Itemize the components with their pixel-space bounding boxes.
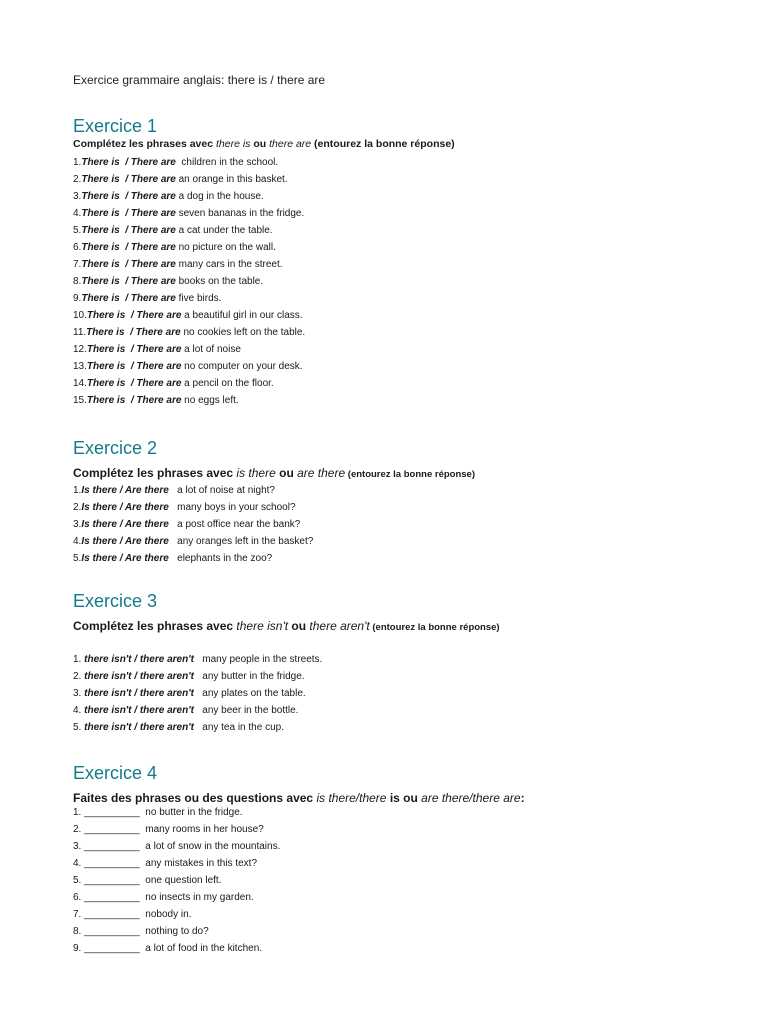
item-sentence: any beer in the bottle. (193, 705, 299, 716)
answer-options: There is / There are (81, 191, 176, 202)
list-item (73, 188, 753, 205)
item-number: 4. (73, 536, 82, 547)
item-number: 1. (73, 807, 82, 818)
item-sentence: no insects in my garden. (142, 892, 254, 903)
list-item (73, 940, 753, 957)
instr-option-b: there are (269, 138, 312, 150)
exercise-1-section (73, 116, 753, 409)
list-item (73, 516, 753, 533)
list-item (73, 324, 753, 341)
item-sentence: any oranges left in the basket? (168, 536, 314, 547)
item-number: 4. (73, 858, 82, 869)
answer-options: There is / There are (81, 174, 176, 185)
exercise-3-list (73, 651, 753, 736)
item-number: 8. (73, 276, 82, 287)
answer-blank: __________ (81, 926, 143, 937)
item-sentence: a cat under the table. (175, 225, 273, 236)
item-number: 3. (73, 519, 82, 530)
list-item (73, 358, 753, 375)
item-sentence: an orange in this basket. (175, 174, 288, 185)
item-sentence: a post office near the bank? (168, 519, 301, 530)
list-item (73, 872, 753, 889)
answer-blank: __________ (81, 909, 143, 920)
list-item (73, 906, 753, 923)
item-sentence: a lot of snow in the mountains. (142, 841, 281, 852)
answer-options: There is / There are (86, 395, 182, 406)
instr-text: Faites des phrases ou des questions avec (73, 791, 317, 805)
instr-option-a: there isn't (236, 619, 289, 633)
exercise-1-instructions (73, 137, 753, 151)
list-item (73, 222, 753, 239)
item-number: 4. (73, 208, 82, 219)
item-number: 6. (73, 242, 82, 253)
list-item (73, 499, 753, 516)
answer-options: Is there / Are there (81, 553, 169, 564)
exercise-3-section (73, 591, 753, 736)
item-number: 2. (73, 174, 82, 185)
list-item (73, 651, 753, 668)
item-number: 12. (73, 344, 87, 355)
item-number: 1. (73, 485, 82, 496)
item-sentence: children in the school. (175, 157, 279, 168)
item-sentence: many cars in the street. (175, 259, 283, 270)
exercise-4-instructions (73, 791, 753, 805)
list-item (73, 482, 753, 499)
item-sentence: any plates on the table. (193, 688, 306, 699)
answer-options: There is / There are (81, 276, 176, 287)
answer-options: Is there / Are there (81, 502, 169, 513)
list-item (73, 273, 753, 290)
list-item (73, 804, 753, 821)
item-sentence: a lot of noise at night? (168, 485, 275, 496)
item-sentence: a pencil on the floor. (181, 378, 274, 389)
item-sentence: a dog in the house. (175, 191, 264, 202)
item-number: 14. (73, 378, 87, 389)
answer-options: there isn't / there aren't (84, 671, 194, 682)
exercise-3-instructions (73, 619, 753, 635)
item-sentence: any mistakes in this text? (142, 858, 258, 869)
exercise-2-instructions (73, 466, 753, 482)
item-sentence: nobody in. (142, 909, 192, 920)
instr-option-a: is there/there (316, 791, 387, 805)
item-number: 9. (73, 293, 82, 304)
item-sentence: no computer on your desk. (181, 361, 303, 372)
item-sentence: nothing to do? (142, 926, 209, 937)
exercise-2-list (73, 482, 753, 567)
answer-options: There is / There are (86, 327, 181, 338)
answer-blank: __________ (81, 892, 143, 903)
instr-text: Complétez les phrases avec (73, 466, 237, 480)
item-number: 5. (73, 225, 82, 236)
answer-options: Is there / Are there (81, 519, 169, 530)
item-number: 8. (73, 926, 82, 937)
instr-option-b: are there/there are (421, 791, 521, 805)
instr-option-b: there aren't (309, 619, 370, 633)
item-sentence: books on the table. (175, 276, 264, 287)
exercise-2-section (73, 438, 753, 567)
item-sentence: one question left. (142, 875, 222, 886)
list-item (73, 702, 753, 719)
item-number: 5. (73, 722, 85, 733)
answer-options: there isn't / there aren't (84, 705, 194, 716)
list-item (73, 154, 753, 171)
exercise-4-section (73, 763, 753, 957)
answer-options: There is / There are (81, 157, 176, 168)
list-item (73, 889, 753, 906)
item-number: 7. (73, 909, 82, 920)
item-number: 1. (73, 157, 82, 168)
instr-text: ou (250, 138, 270, 150)
list-item (73, 307, 753, 324)
instr-option-b: are there (297, 466, 346, 480)
item-sentence: any butter in the fridge. (193, 671, 305, 682)
answer-options: There is / There are (81, 242, 176, 253)
list-item (73, 668, 753, 685)
instr-text: is ou (386, 791, 422, 805)
answer-blank: __________ (81, 841, 143, 852)
item-number: 7. (73, 259, 82, 270)
exercise-4-list (73, 804, 753, 957)
item-number: 2. (73, 502, 82, 513)
exercise-2-title: Exercice 2 (73, 438, 158, 458)
instr-text: (entourez la bonne réponse) (369, 622, 500, 633)
list-item (73, 838, 753, 855)
instr-text: (entourez la bonne réponse) (311, 138, 455, 150)
instr-text: ou (288, 619, 310, 633)
list-item (73, 171, 753, 188)
list-item (73, 855, 753, 872)
instr-option-a: is there (236, 466, 276, 480)
answer-blank: __________ (81, 943, 143, 954)
answer-options: there isn't / there aren't (84, 722, 194, 733)
item-sentence: many boys in your school? (168, 502, 296, 513)
item-sentence: a lot of noise (181, 344, 241, 355)
answer-options: There is / There are (86, 310, 182, 321)
answer-options: Is there / Are there (81, 485, 169, 496)
answer-options: There is / There are (86, 344, 182, 355)
instr-text: : (520, 791, 525, 805)
list-item (73, 533, 753, 550)
item-sentence: seven bananas in the fridge. (175, 208, 305, 219)
answer-options: There is / There are (86, 361, 182, 372)
answer-options: there isn't / there aren't (84, 654, 194, 665)
list-item (73, 923, 753, 940)
exercise-3-title: Exercice 3 (73, 591, 158, 611)
item-number: 4. (73, 705, 85, 716)
item-number: 3. (73, 191, 82, 202)
list-item (73, 205, 753, 222)
item-sentence: any tea in the cup. (193, 722, 284, 733)
item-sentence: no picture on the wall. (175, 242, 276, 253)
answer-blank: __________ (81, 875, 143, 886)
item-number: 15. (73, 395, 87, 406)
exercise-1-list (73, 154, 753, 409)
list-item (73, 239, 753, 256)
answer-options: There is / There are (81, 208, 176, 219)
item-number: 2. (73, 824, 82, 835)
item-number: 9. (73, 943, 82, 954)
answer-blank: __________ (81, 858, 143, 869)
answer-options: There is / There are (86, 378, 182, 389)
item-number: 13. (73, 361, 87, 372)
item-number: 3. (73, 841, 82, 852)
item-sentence: a beautiful girl in our class. (181, 310, 303, 321)
exercise-1-title: Exercice 1 (73, 116, 158, 136)
answer-options: there isn't / there aren't (84, 688, 194, 699)
item-number: 5. (73, 553, 82, 564)
exercise-4-title: Exercice 4 (73, 763, 158, 783)
list-item (73, 821, 753, 838)
item-sentence: a lot of food in the kitchen. (142, 943, 263, 954)
item-number: 6. (73, 892, 82, 903)
item-number: 3. (73, 688, 85, 699)
list-item (73, 375, 753, 392)
instr-text: Complétez les phrases avec (73, 138, 216, 150)
answer-blank: __________ (81, 807, 143, 818)
page-title: Exercice grammaire anglais: there is / there are (73, 73, 326, 87)
instr-text: ou (275, 466, 298, 480)
answer-blank: __________ (81, 824, 143, 835)
item-sentence: many people in the streets. (193, 654, 323, 665)
item-number: 2. (73, 671, 85, 682)
list-item (73, 685, 753, 702)
item-sentence: five birds. (175, 293, 222, 304)
list-item (73, 550, 753, 567)
list-item (73, 290, 753, 307)
list-item (73, 392, 753, 409)
answer-options: There is / There are (81, 225, 176, 236)
instr-text: Complétez les phrases avec (73, 619, 237, 633)
instr-option-a: there is (216, 138, 251, 150)
item-number: 1. (73, 654, 85, 665)
answer-options: There is / There are (81, 259, 176, 270)
item-sentence: many rooms in her house? (142, 824, 264, 835)
item-sentence: no cookies left on the table. (180, 327, 306, 338)
item-sentence: no eggs left. (181, 395, 239, 406)
item-sentence: no butter in the fridge. (142, 807, 243, 818)
list-item (73, 341, 753, 358)
item-sentence: elephants in the zoo? (168, 553, 273, 564)
answer-options: Is there / Are there (81, 536, 169, 547)
item-number: 10. (73, 310, 87, 321)
item-number: 5. (73, 875, 82, 886)
item-number: 11. (73, 327, 87, 338)
instr-text: (entourez la bonne réponse) (345, 469, 475, 480)
list-item (73, 719, 753, 736)
list-item (73, 256, 753, 273)
answer-options: There is / There are (81, 293, 176, 304)
